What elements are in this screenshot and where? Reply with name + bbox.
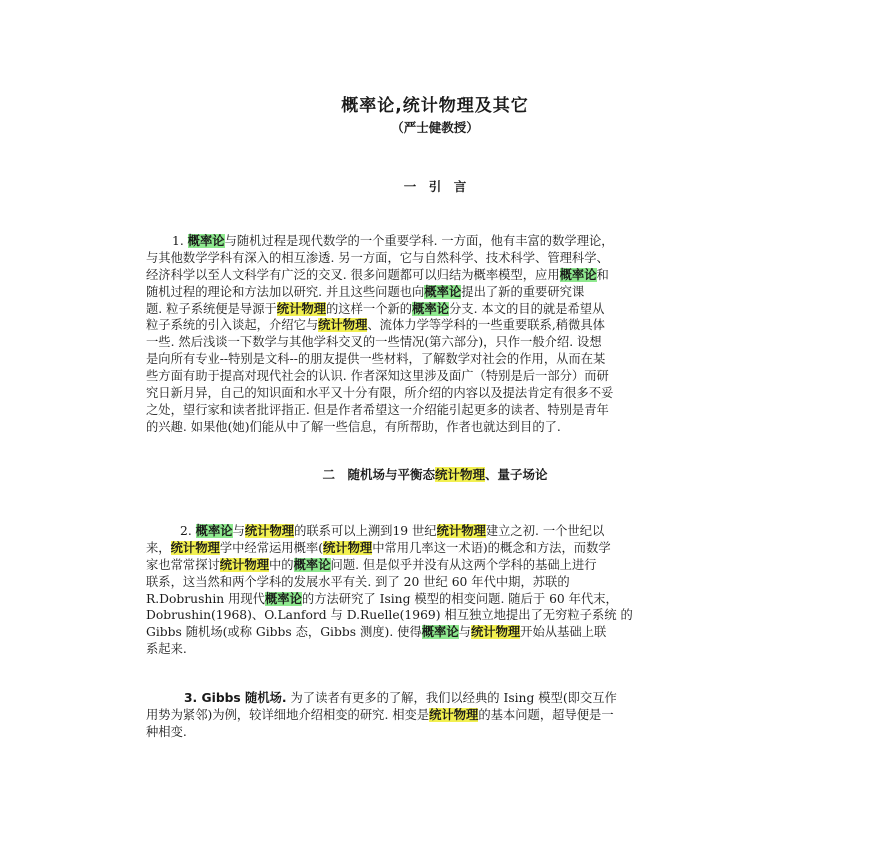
text-run: 和 [596, 267, 609, 282]
text-line [146, 690, 728, 707]
text-line: 之处，望行家和读者批评指正. 但是作者希望这一介绍能引起更多的读者、特别是青年 [146, 402, 609, 417]
text-run: 的方法研究了 Ising 模型的相变问题. 随后于 60 年代末， [301, 591, 618, 606]
text-line: Dobrushin(1968)、O.Lanford 与 D.Ruelle(1969) 相互独立地提出了无穷粒子系统 的 [146, 608, 633, 623]
document-title: 概率论,统计物理及其它 [341, 96, 529, 116]
highlight-term: 统计物理 [436, 524, 486, 538]
text-line: 联系，这当然和两个学科的发展水平有关. 到了 20 世纪 60 年代中期，苏联的 [146, 574, 570, 589]
heading-text: 、量子场论 [485, 467, 548, 482]
text-run: 分支. 本文的目的就是希望从 [449, 301, 605, 316]
highlight-term: 概率论 [559, 267, 597, 282]
text-run: 中的 [269, 557, 294, 572]
highlight-term: 概率论 [412, 301, 449, 316]
text-run: 题. 粒子系统便是导源于 [146, 301, 277, 316]
highlight-term: 统计物理 [219, 557, 269, 572]
text-line [146, 267, 728, 284]
text-line: 一些. 然后浅谈一下数学与其他学科交叉的一些情况(第六部分)，只作一般介绍. 设想 [146, 335, 602, 350]
text-run: 用势为紧邻)为例，较详细地介绍相变的研究. 相变是 [146, 707, 430, 722]
highlight-term: 统计物理 [434, 467, 485, 482]
text-run: 提出了新的重要研究课 [461, 284, 585, 299]
text-run: 与随机过程是现代数学的一个重要学科. 一方面，他有丰富的数学理论， [224, 234, 614, 248]
highlight-term: 统计物理 [429, 707, 479, 722]
paragraph-2 [146, 523, 728, 658]
text-line: 种相变. [146, 724, 187, 739]
text-line: 系起来. [146, 642, 187, 657]
text-run: 中常用几率这一术语)的概念和方法，而数学 [372, 540, 611, 555]
text-line [146, 284, 728, 301]
text-line: 的兴趣. 如果他(她)们能从中了解一些信息，有所帮助，作者也就达到目的了. [146, 419, 561, 434]
section-heading-random-fields [0, 465, 870, 483]
text-line [146, 317, 728, 334]
highlight-term: 统计物理 [323, 540, 373, 555]
highlight-term: 统计物理 [244, 524, 295, 538]
text-line: 究日新月异，自己的知识面和水平又十分有限，所介绍的内容以及提法肯定有很多不妥 [146, 386, 614, 401]
text-run: Gibbs 随机场(或称 Gibbs 态，Gibbs 测度). 使得 [146, 625, 422, 640]
text-line: 与其他数学学科有深入的相互渗透. 另一方面，它与自然科学、技术科学、管理科学、 [146, 250, 609, 265]
text-line: 是向所有专业--特别是文科--的朋友提供一些材料，了解数学对社会的作用，从而在某 [146, 352, 606, 367]
text-run: 为了读者有更多的了解，我们以经典的 Ising 模型(即交互作 [286, 691, 617, 705]
text-line [146, 233, 728, 250]
subsection-label: 3. Gibbs 随机场. [184, 691, 287, 705]
text-line [146, 624, 728, 641]
text-run: 粒子系统的引入谈起，介绍它与 [146, 318, 319, 333]
text-run: 随机过程的理论和方法加以研究. 并且这些问题也向 [146, 284, 425, 299]
highlight-term: 概率论 [264, 591, 302, 606]
text-run: 建立之初. 一个世纪以 [485, 524, 605, 538]
paragraph-3 [146, 690, 728, 741]
document-author: （严士健教授） [391, 120, 479, 135]
text-run: 的基本问题，超导便是一 [478, 707, 614, 722]
highlight-term: 概率论 [187, 234, 225, 248]
section-heading-intro: 一 引 言 [403, 179, 467, 194]
text-run: 与 [458, 625, 471, 640]
text-line: 些方面有助于提高对现代社会的认识. 作者深知这里涉及面广（特别是后一部分）而研 [146, 369, 609, 384]
text-run: 家也常常探讨 [146, 557, 220, 572]
highlight-term: 概率论 [195, 524, 233, 538]
text-run: 的这样一个新的 [326, 301, 413, 316]
highlight-term: 统计物理 [276, 301, 326, 316]
text-run: 问题. 但是似乎并没有从这两个学科的基础上进行 [330, 557, 597, 572]
text-line [146, 707, 728, 724]
text-line [146, 523, 728, 540]
highlight-term: 概率论 [421, 625, 459, 640]
text-run: 2. [180, 524, 196, 538]
text-run: 来， [146, 540, 171, 555]
paragraph-1 [146, 233, 728, 436]
highlight-term: 统计物理 [470, 625, 521, 640]
text-line [146, 591, 728, 608]
text-run: R.Dobrushin 用现代 [146, 591, 265, 606]
highlight-term: 统计物理 [170, 540, 220, 555]
heading-text: 二 随机场与平衡态 [322, 467, 435, 482]
text-run: 与 [232, 524, 245, 538]
text-run: 1. [172, 234, 188, 248]
text-run: 的联系可以上溯到19 世纪 [294, 524, 437, 538]
text-run: 开始从基础上联 [520, 625, 607, 640]
highlight-term: 概率论 [424, 284, 462, 299]
text-run: 经济科学以至人文科学有广泛的交叉. 很多问题都可以归结为概率模型，应用 [146, 267, 560, 282]
highlight-term: 概率论 [293, 557, 331, 572]
text-run: 、流体力学等学科的一些重要联系,稍微具体 [367, 318, 605, 333]
text-run: 学中经常运用概率( [219, 540, 323, 555]
text-line [146, 301, 728, 318]
text-line [146, 540, 728, 557]
highlight-term: 统计物理 [318, 318, 368, 333]
text-line [146, 557, 728, 574]
